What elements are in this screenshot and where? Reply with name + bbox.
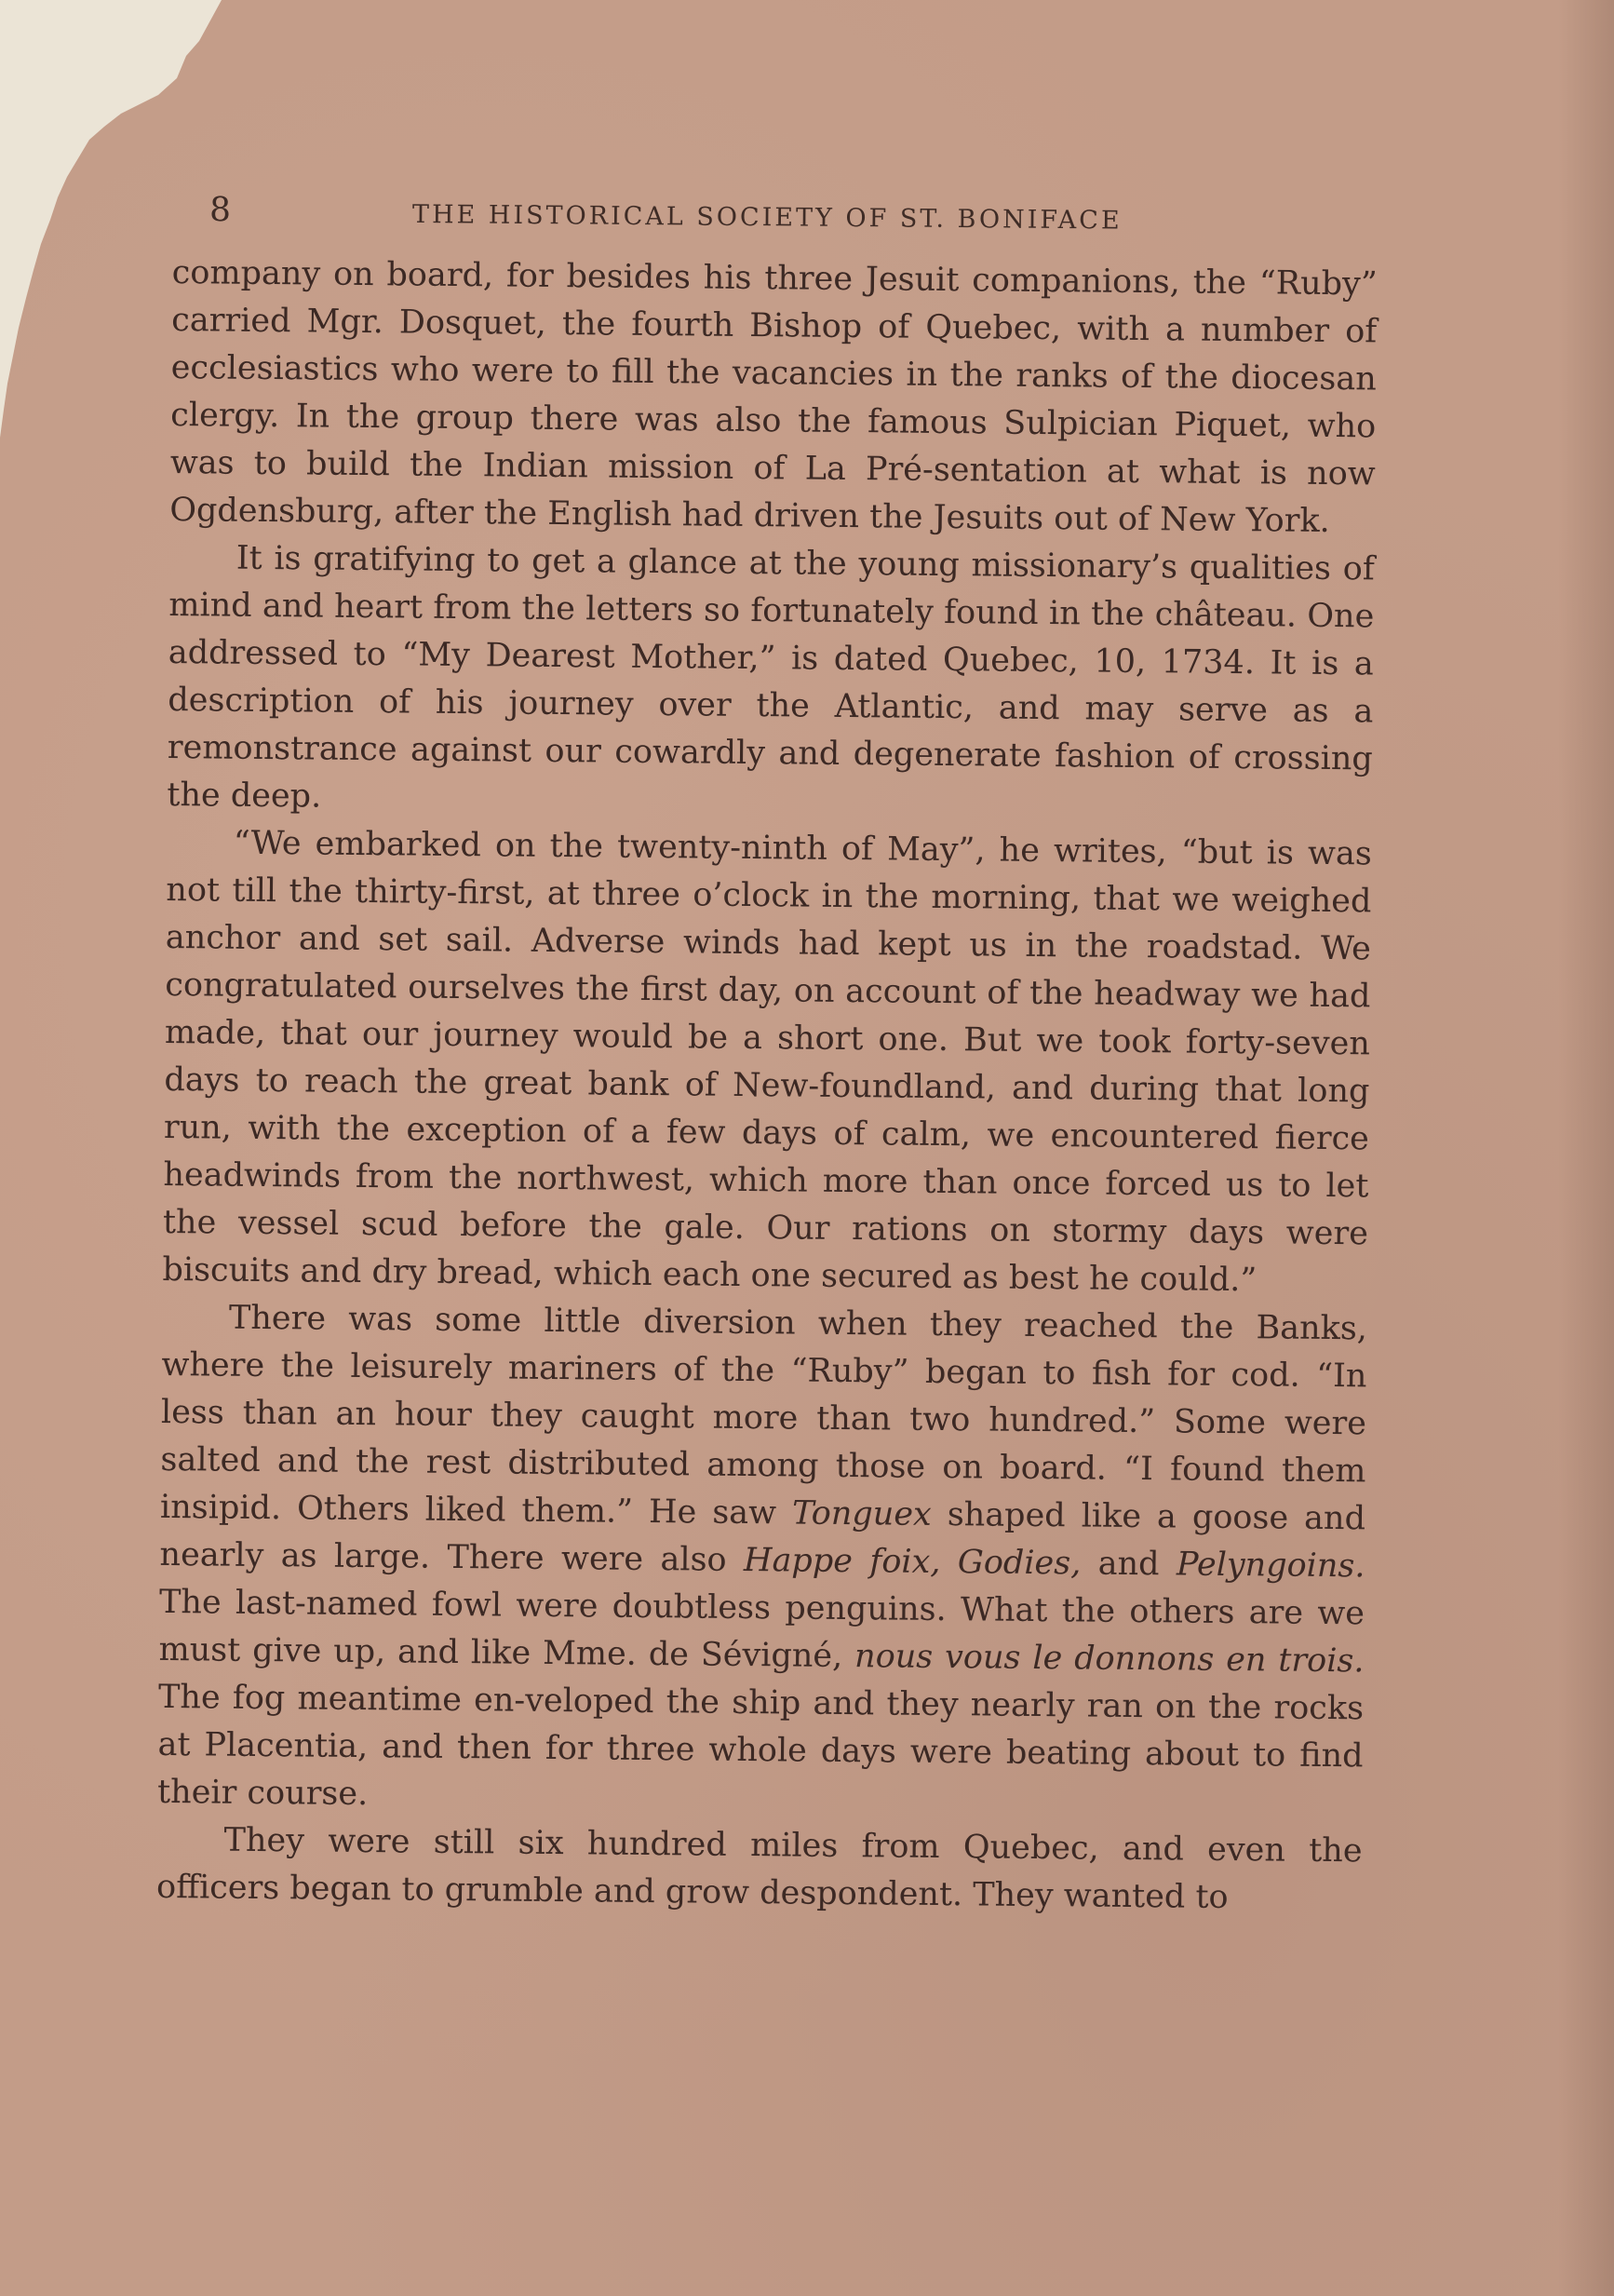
paragraph-5: They were still six hundred miles from Quebec, and even the officers began to grumble and grow despondent. They wanted to — [155, 1821, 1363, 1916]
italic-term: Tonguex — [791, 1494, 932, 1533]
italic-phrase: nous vous le donnons en trois. — [854, 1638, 1365, 1681]
text-run: shaped like a goose and nearly as large. There were also — [159, 1495, 1366, 1579]
paragraph-4 — [157, 1294, 1367, 1828]
text-run: The last-named fowl were doubtless penguins. What the others are we must give up, and like Mme. de Sévigné, — [158, 1583, 1365, 1676]
paragraph-1: company on board, for besides his three Jesuit companions, the “Ruby” carried Mgr. Dosquet, the fourth Bishop of Quebec, with a number of ecclesiastics who were to fill the vacancies in the ranks of the diocesan clergy. In the group there was also the famous Sulpician Piquet, who was to build the Indian mission of La Pré-sentation at what is now Ogdensburg, after the English had driven the Jesuits out of New York. — [169, 253, 1378, 540]
italic-term: Happe foix, Godies, — [743, 1541, 1082, 1583]
page-header — [209, 191, 1215, 246]
text-run: There was some little diversion when they reached the Banks, where the leisurely mariners of the “Ruby” began to fish for cod. “In less than an hour they caught more than two hundred.” Some were salted and the rest distributed among those on board. “I found them insipid. Others liked them.” He saw — [159, 1299, 1368, 1533]
text-run: and — [1081, 1545, 1177, 1584]
running-head: THE HISTORICAL SOCIETY OF ST. BONIFACE — [411, 199, 1123, 236]
paragraph-3: “We embarked on the twenty-ninth of May”, he writes, “but is was not till the thirty-first, at three o’clock in the morning, that we weighed anchor and set sail. Adverse winds had kept us in the roadstad. We congratulated ourselves the first day, on account of the headway we had made, that our journey would be a short one. But we took forty-seven days to reach the great bank of New-foundland, and during that long run, with the exception of a few days of calm, we encountered fierce headwinds from the northwest, which more than once forced us to let the vessel scud before the gale. Our rations on stormy days were biscuits and dry bread, which each one secured as best he could.” — [162, 824, 1373, 1300]
page-number: 8 — [208, 191, 232, 230]
text-run: The fog meantime en-veloped the ship and they nearly ran on the rocks at Placentia, and then for three whole days were beating about to find their course. — [156, 1678, 1365, 1814]
italic-term: Pelyngoins. — [1176, 1546, 1365, 1586]
page-edge-shadow — [1558, 0, 1614, 2296]
body-text — [156, 250, 1378, 1923]
paragraph-2: It is gratifying to get a glance at the young missionary’s qualities of mind and heart from the letters so fortunately found in the château. One addressed to “My Dearest Mother,” is dated Quebec, 10, 1734. It is a description of his journey over the Atlantic, and may serve as a remonstrance against our cowardly and degenerate fashion of crossing the deep. — [167, 539, 1375, 816]
